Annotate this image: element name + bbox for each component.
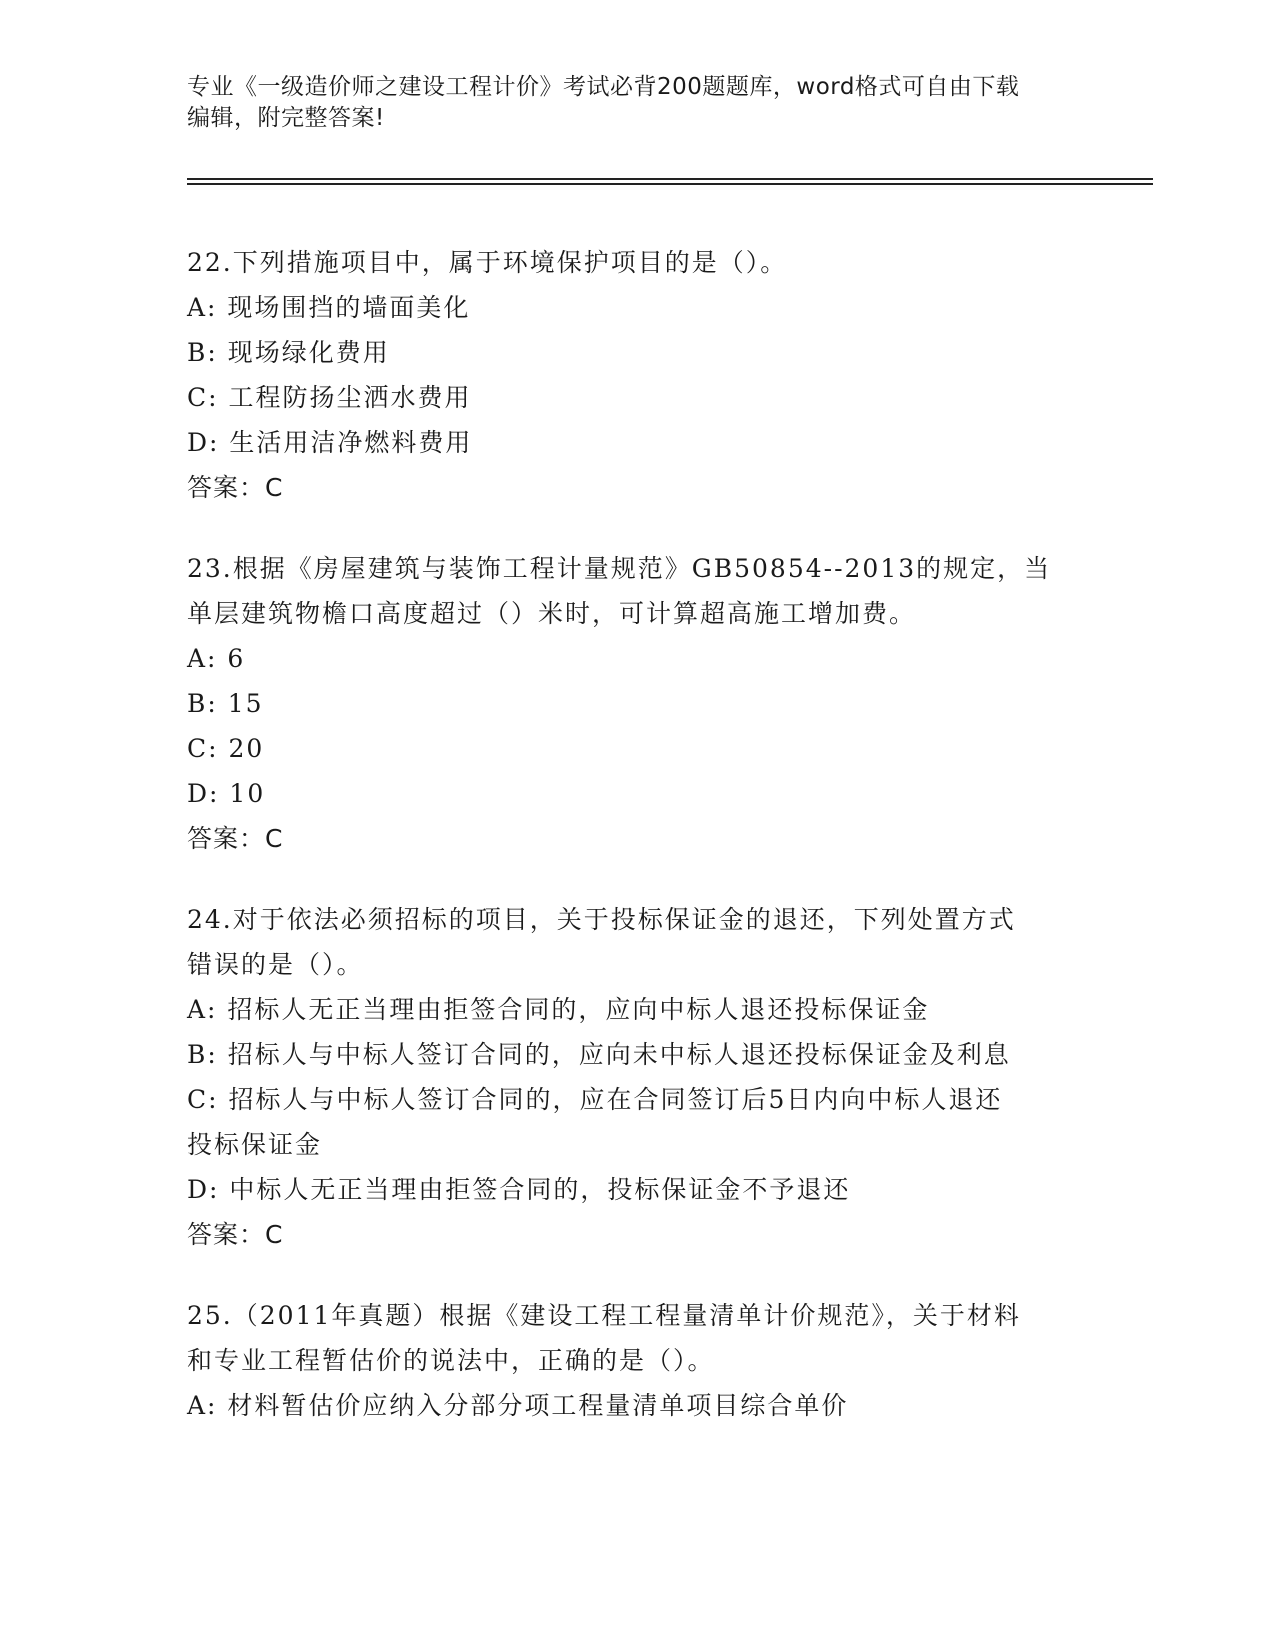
stem-line: 24.对于依法必须招标的项目，关于投标保证金的退还，下列处置方式 <box>187 905 1016 934</box>
option-b: B: 招标人与中标人签订合同的，应向未中标人退还投标保证金及利息 <box>187 1040 1011 1069</box>
header-divider-top <box>187 178 1153 180</box>
question-stem <box>187 546 1087 636</box>
option-d: D: 中标人无正当理由拒签合同的，投标保证金不予退还 <box>187 1175 851 1204</box>
stem-line: 错误的是（）。 <box>187 950 364 979</box>
stem-line: 22.下列措施项目中，属于环境保护项目的是（）。 <box>187 248 788 277</box>
option-d: D: 生活用洁净燃料费用 <box>187 428 473 457</box>
question-item <box>187 240 1087 510</box>
question-item <box>187 897 1087 1257</box>
question-item <box>187 546 1087 861</box>
stem-line: 25.（2011年真题）根据《建设工程工程量清单计价规范》，关于材料 <box>187 1301 1021 1330</box>
answer: 答案：C <box>187 824 284 853</box>
document-header <box>187 72 1087 134</box>
option-b: B: 现场绿化费用 <box>187 338 390 367</box>
option-a: A: 招标人无正当理由拒签合同的，应向中标人退还投标保证金 <box>187 995 930 1024</box>
question-stem <box>187 1293 1087 1383</box>
stem-line: 23.根据《房屋建筑与装饰工程计量规范》GB50854--2013的规定，当 <box>187 554 1052 583</box>
option-a: A: 6 <box>187 644 246 673</box>
option-b: B: 15 <box>187 689 264 718</box>
question-stem <box>187 240 1087 285</box>
answer: 答案：C <box>187 1220 284 1249</box>
header-line-2: 编辑，附完整答案! <box>187 105 385 131</box>
stem-line: 和专业工程暂估价的说法中，正确的是（）。 <box>187 1346 715 1375</box>
stem-line: 单层建筑物檐口高度超过（）米时，可计算超高施工增加费。 <box>187 599 917 628</box>
option-c-continued: 投标保证金 <box>187 1130 323 1159</box>
option-a: A: 现场围挡的墙面美化 <box>187 293 471 322</box>
option-c: C: 工程防扬尘洒水费用 <box>187 383 472 412</box>
answer: 答案：C <box>187 473 284 502</box>
option-d: D: 10 <box>187 779 266 808</box>
header-divider-bottom <box>187 183 1153 185</box>
option-c: C: 招标人与中标人签订合同的，应在合同签订后5日内向中标人退还 <box>187 1085 1003 1114</box>
question-stem <box>187 897 1087 987</box>
header-line-1: 专业《一级造价师之建设工程计价》考试必背200题题库，word格式可自由下载 <box>187 74 1020 100</box>
question-item <box>187 1293 1087 1428</box>
question-list <box>187 240 1087 1464</box>
option-a: A: 材料暂估价应纳入分部分项工程量清单项目综合单价 <box>187 1391 849 1420</box>
option-c: C: 20 <box>187 734 265 763</box>
